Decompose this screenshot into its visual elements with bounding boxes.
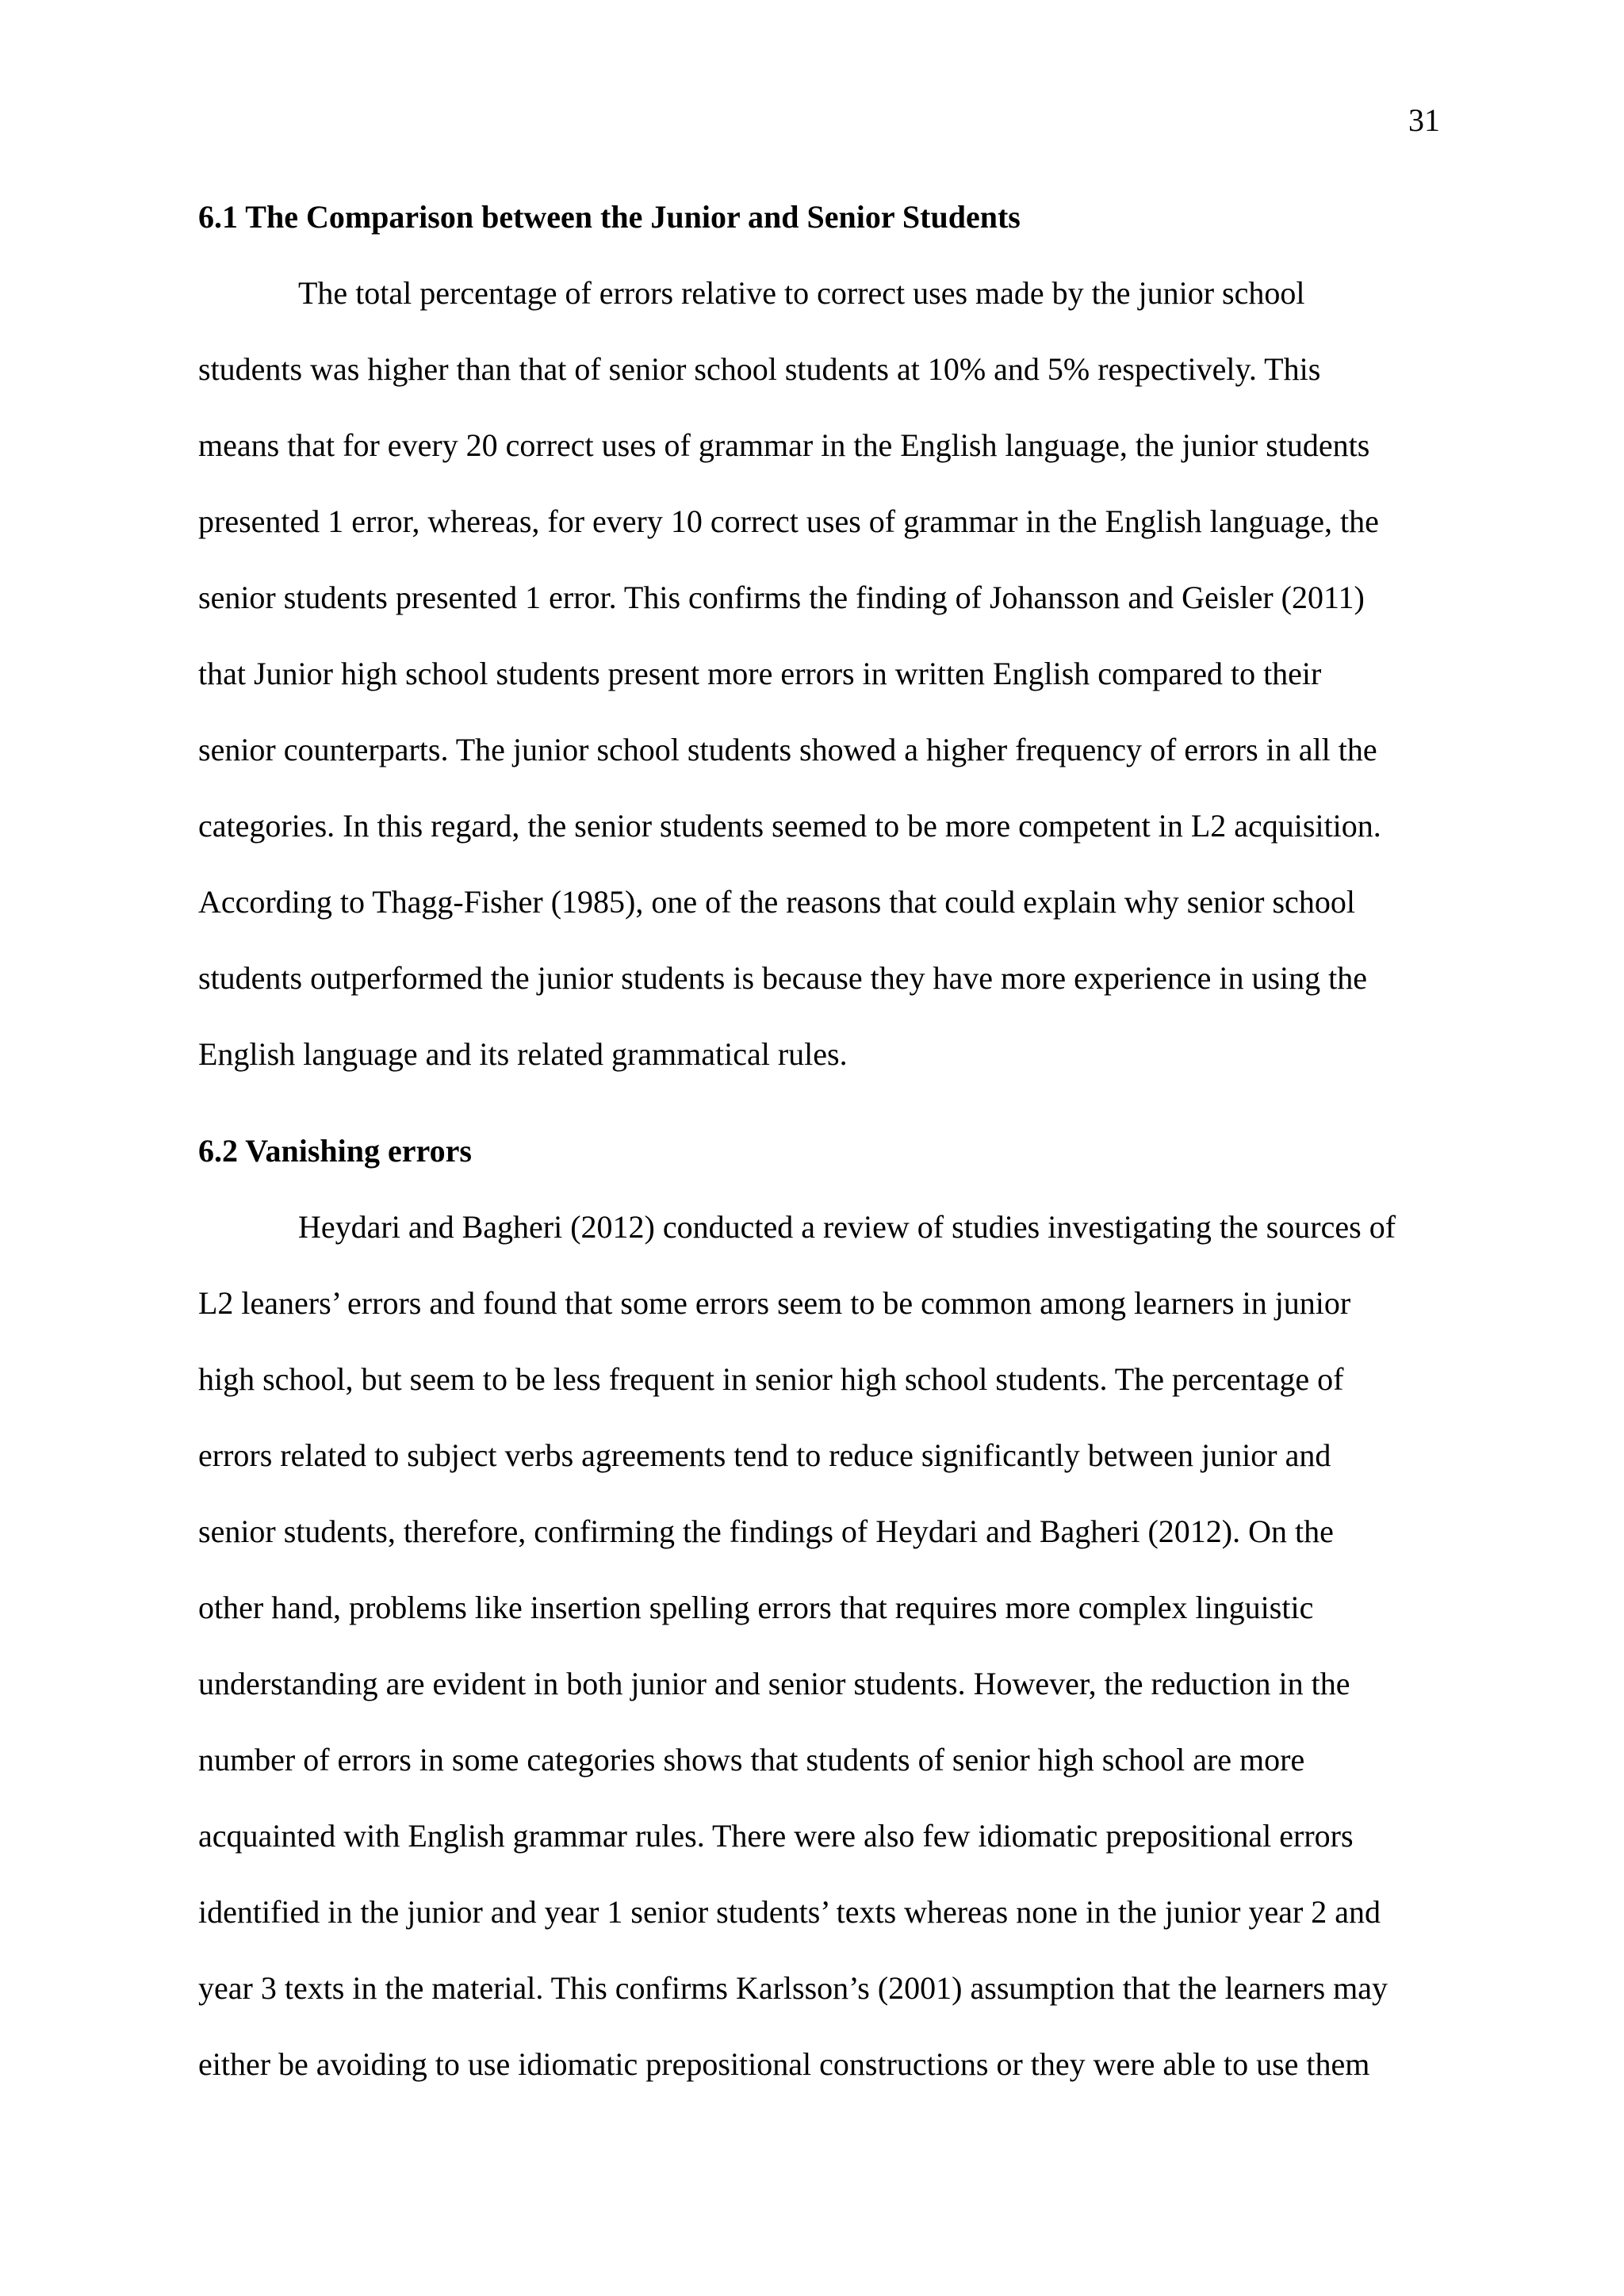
section-heading-6-1: 6.1 The Comparison between the Junior and Senior Students <box>198 199 1021 235</box>
paragraph-line: year 3 texts in the material. This confirms Karlsson’s (2001) assumption that the learners may <box>198 1970 1388 2006</box>
paragraph-line: students outperformed the junior students is because they have more experience in using the <box>198 960 1368 996</box>
paragraph-line: understanding are evident in both junior and senior students. However, the reduction in the <box>198 1666 1350 1701</box>
paragraph-line: senior counterparts. The junior school students showed a higher frequency of errors in all the <box>198 732 1377 767</box>
paragraph-line: L2 leaners’ errors and found that some errors seem to be common among learners in junior <box>198 1285 1351 1321</box>
paragraph-line: senior students presented 1 error. This confirms the finding of Johansson and Geisler (2011) <box>198 580 1365 615</box>
paragraph-line: that Junior high school students present more errors in written English compared to their <box>198 656 1322 691</box>
paragraph-line: students was higher than that of senior school students at 10% and 5% respectively. This <box>198 351 1321 387</box>
paragraph-line: English language and its related grammatical rules. <box>198 1036 848 1072</box>
paragraph-line: presented 1 error, whereas, for every 10 correct uses of grammar in the English language, the <box>198 503 1379 539</box>
paragraph-line: The total percentage of errors relative to correct uses made by the junior school <box>298 275 1305 311</box>
paragraph-line: means that for every 20 correct uses of grammar in the English language, the junior students <box>198 427 1370 463</box>
paragraph-line: identified in the junior and year 1 senior students’ texts whereas none in the junior year 2 and <box>198 1894 1381 1930</box>
paragraph-line: senior students, therefore, confirming the findings of Heydari and Bagheri (2012). On the <box>198 1513 1334 1549</box>
paragraph-line: either be avoiding to use idiomatic prepositional constructions or they were able to use them <box>198 2046 1370 2082</box>
paragraph-line: acquainted with English grammar rules. There were also few idiomatic prepositional errors <box>198 1818 1354 1854</box>
paragraph-line: categories. In this regard, the senior students seemed to be more competent in L2 acquisition. <box>198 808 1381 844</box>
paragraph-line: errors related to subject verbs agreements tend to reduce significantly between junior and <box>198 1437 1331 1473</box>
paragraph-line: Heydari and Bagheri (2012) conducted a review of studies investigating the sources of <box>298 1209 1396 1245</box>
paragraph-line: high school, but seem to be less frequent in senior high school students. The percentage of <box>198 1361 1344 1397</box>
paragraph-line: number of errors in some categories shows that students of senior high school are more <box>198 1742 1305 1777</box>
paragraph-line: According to Thagg-Fisher (1985), one of the reasons that could explain why senior school <box>198 884 1355 920</box>
page-number: 31 <box>1408 102 1440 138</box>
paragraph-line: other hand, problems like insertion spelling errors that requires more complex linguistic <box>198 1590 1314 1625</box>
section-heading-6-2: 6.2 Vanishing errors <box>198 1133 472 1169</box>
